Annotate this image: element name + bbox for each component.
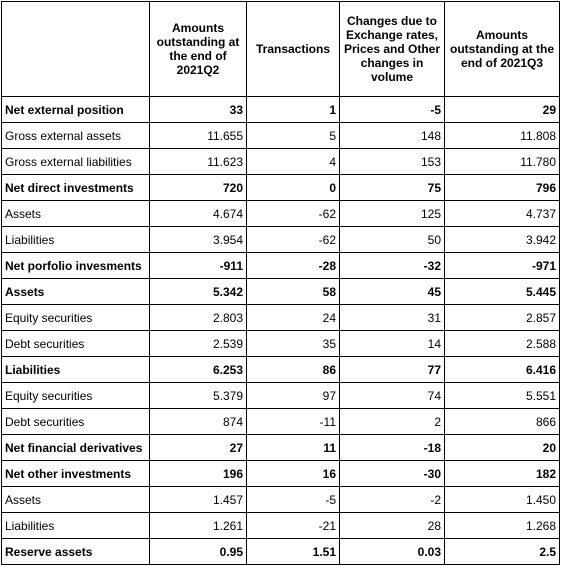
row-label: Assets bbox=[2, 487, 150, 513]
table-cell: 1.51 bbox=[247, 539, 340, 565]
row-label: Net external position bbox=[2, 97, 150, 123]
row-label: Liabilities bbox=[2, 357, 150, 383]
table-row bbox=[2, 175, 560, 201]
table-cell: 75 bbox=[340, 175, 445, 201]
table-cell: 58 bbox=[247, 279, 340, 305]
table-cell: 720 bbox=[150, 175, 247, 201]
table-cell: 2.539 bbox=[150, 331, 247, 357]
table-cell: 866 bbox=[445, 409, 560, 435]
external-position-table bbox=[1, 1, 560, 565]
table-body bbox=[2, 97, 560, 565]
table-cell: 4.737 bbox=[445, 201, 560, 227]
row-label: Gross external liabilities bbox=[2, 149, 150, 175]
header-changes: Changes due to Exchange rates, Prices and Other changes in volume bbox=[340, 2, 445, 97]
table-cell: -21 bbox=[247, 513, 340, 539]
table-cell: 5.551 bbox=[445, 383, 560, 409]
table-cell: 796 bbox=[445, 175, 560, 201]
table-cell: 2 bbox=[340, 409, 445, 435]
table-cell: 5.342 bbox=[150, 279, 247, 305]
table-cell: -2 bbox=[340, 487, 445, 513]
row-label: Net direct investments bbox=[2, 175, 150, 201]
table-cell: -32 bbox=[340, 253, 445, 279]
table-row bbox=[2, 539, 560, 565]
table-cell: 3.954 bbox=[150, 227, 247, 253]
table-cell: 2.857 bbox=[445, 305, 560, 331]
table-header-row bbox=[2, 2, 560, 97]
table-cell: 182 bbox=[445, 461, 560, 487]
table-cell: 3.942 bbox=[445, 227, 560, 253]
table-cell: 24 bbox=[247, 305, 340, 331]
table-cell: -62 bbox=[247, 227, 340, 253]
header-transactions: Transactions bbox=[247, 2, 340, 97]
header-amounts-2021q3: Amounts outstanding at the end of 2021Q3 bbox=[445, 2, 560, 97]
table-cell: 0 bbox=[247, 175, 340, 201]
table-row bbox=[2, 149, 560, 175]
table-cell: -30 bbox=[340, 461, 445, 487]
row-label: Assets bbox=[2, 201, 150, 227]
table-cell: 20 bbox=[445, 435, 560, 461]
table-cell: 50 bbox=[340, 227, 445, 253]
table-cell: 31 bbox=[340, 305, 445, 331]
table-cell: 5.379 bbox=[150, 383, 247, 409]
table-cell: -971 bbox=[445, 253, 560, 279]
table-cell: -5 bbox=[340, 97, 445, 123]
table-cell: 11 bbox=[247, 435, 340, 461]
table-cell: 1.457 bbox=[150, 487, 247, 513]
row-label: Equity securities bbox=[2, 305, 150, 331]
table-cell: 97 bbox=[247, 383, 340, 409]
table-row bbox=[2, 357, 560, 383]
table-row bbox=[2, 435, 560, 461]
table-row bbox=[2, 513, 560, 539]
row-label: Liabilities bbox=[2, 513, 150, 539]
row-label: Net financial derivatives bbox=[2, 435, 150, 461]
row-label: Debt securities bbox=[2, 331, 150, 357]
table-cell: 77 bbox=[340, 357, 445, 383]
table-cell: 874 bbox=[150, 409, 247, 435]
table-row bbox=[2, 305, 560, 331]
table-row bbox=[2, 123, 560, 149]
table-cell: 27 bbox=[150, 435, 247, 461]
row-label: Assets bbox=[2, 279, 150, 305]
table-cell: 11.808 bbox=[445, 123, 560, 149]
table-cell: 35 bbox=[247, 331, 340, 357]
row-label: Net porfolio invesments bbox=[2, 253, 150, 279]
table-cell: 1.268 bbox=[445, 513, 560, 539]
table-row bbox=[2, 227, 560, 253]
table-cell: -11 bbox=[247, 409, 340, 435]
table-cell: 28 bbox=[340, 513, 445, 539]
table-row bbox=[2, 279, 560, 305]
row-label: Equity securities bbox=[2, 383, 150, 409]
header-label-column bbox=[2, 2, 150, 97]
table-cell: 196 bbox=[150, 461, 247, 487]
table-cell: 4.674 bbox=[150, 201, 247, 227]
table-row bbox=[2, 487, 560, 513]
table-cell: 14 bbox=[340, 331, 445, 357]
table-row bbox=[2, 461, 560, 487]
table-cell: -5 bbox=[247, 487, 340, 513]
table-cell: 45 bbox=[340, 279, 445, 305]
table-row bbox=[2, 331, 560, 357]
table-cell: 2.5 bbox=[445, 539, 560, 565]
table-cell: 125 bbox=[340, 201, 445, 227]
table-row bbox=[2, 201, 560, 227]
table-cell: 1.261 bbox=[150, 513, 247, 539]
table-cell: 74 bbox=[340, 383, 445, 409]
table-cell: 2.803 bbox=[150, 305, 247, 331]
table-cell: -18 bbox=[340, 435, 445, 461]
table-cell: 153 bbox=[340, 149, 445, 175]
table-cell: 5.445 bbox=[445, 279, 560, 305]
row-label: Liabilities bbox=[2, 227, 150, 253]
table-cell: 148 bbox=[340, 123, 445, 149]
row-label: Reserve assets bbox=[2, 539, 150, 565]
table-cell: -911 bbox=[150, 253, 247, 279]
row-label: Debt securities bbox=[2, 409, 150, 435]
row-label: Net other investments bbox=[2, 461, 150, 487]
table-cell: 11.623 bbox=[150, 149, 247, 175]
table-cell: 6.416 bbox=[445, 357, 560, 383]
table-cell: 1 bbox=[247, 97, 340, 123]
table-cell: 2.588 bbox=[445, 331, 560, 357]
table-cell: 33 bbox=[150, 97, 247, 123]
table-cell: 1.450 bbox=[445, 487, 560, 513]
table-row bbox=[2, 383, 560, 409]
table-row bbox=[2, 409, 560, 435]
row-label: Gross external assets bbox=[2, 123, 150, 149]
table-cell: -28 bbox=[247, 253, 340, 279]
table-cell: 29 bbox=[445, 97, 560, 123]
table-cell: 16 bbox=[247, 461, 340, 487]
table-cell: 5 bbox=[247, 123, 340, 149]
table-cell: 86 bbox=[247, 357, 340, 383]
table-cell: 4 bbox=[247, 149, 340, 175]
table-cell: -62 bbox=[247, 201, 340, 227]
table-cell: 11.655 bbox=[150, 123, 247, 149]
table-cell: 0.03 bbox=[340, 539, 445, 565]
table-row bbox=[2, 97, 560, 123]
table-cell: 0.95 bbox=[150, 539, 247, 565]
header-amounts-2021q2: Amounts outstanding at the end of 2021Q2 bbox=[150, 2, 247, 97]
table-cell: 11.780 bbox=[445, 149, 560, 175]
table-cell: 6.253 bbox=[150, 357, 247, 383]
table-row bbox=[2, 253, 560, 279]
